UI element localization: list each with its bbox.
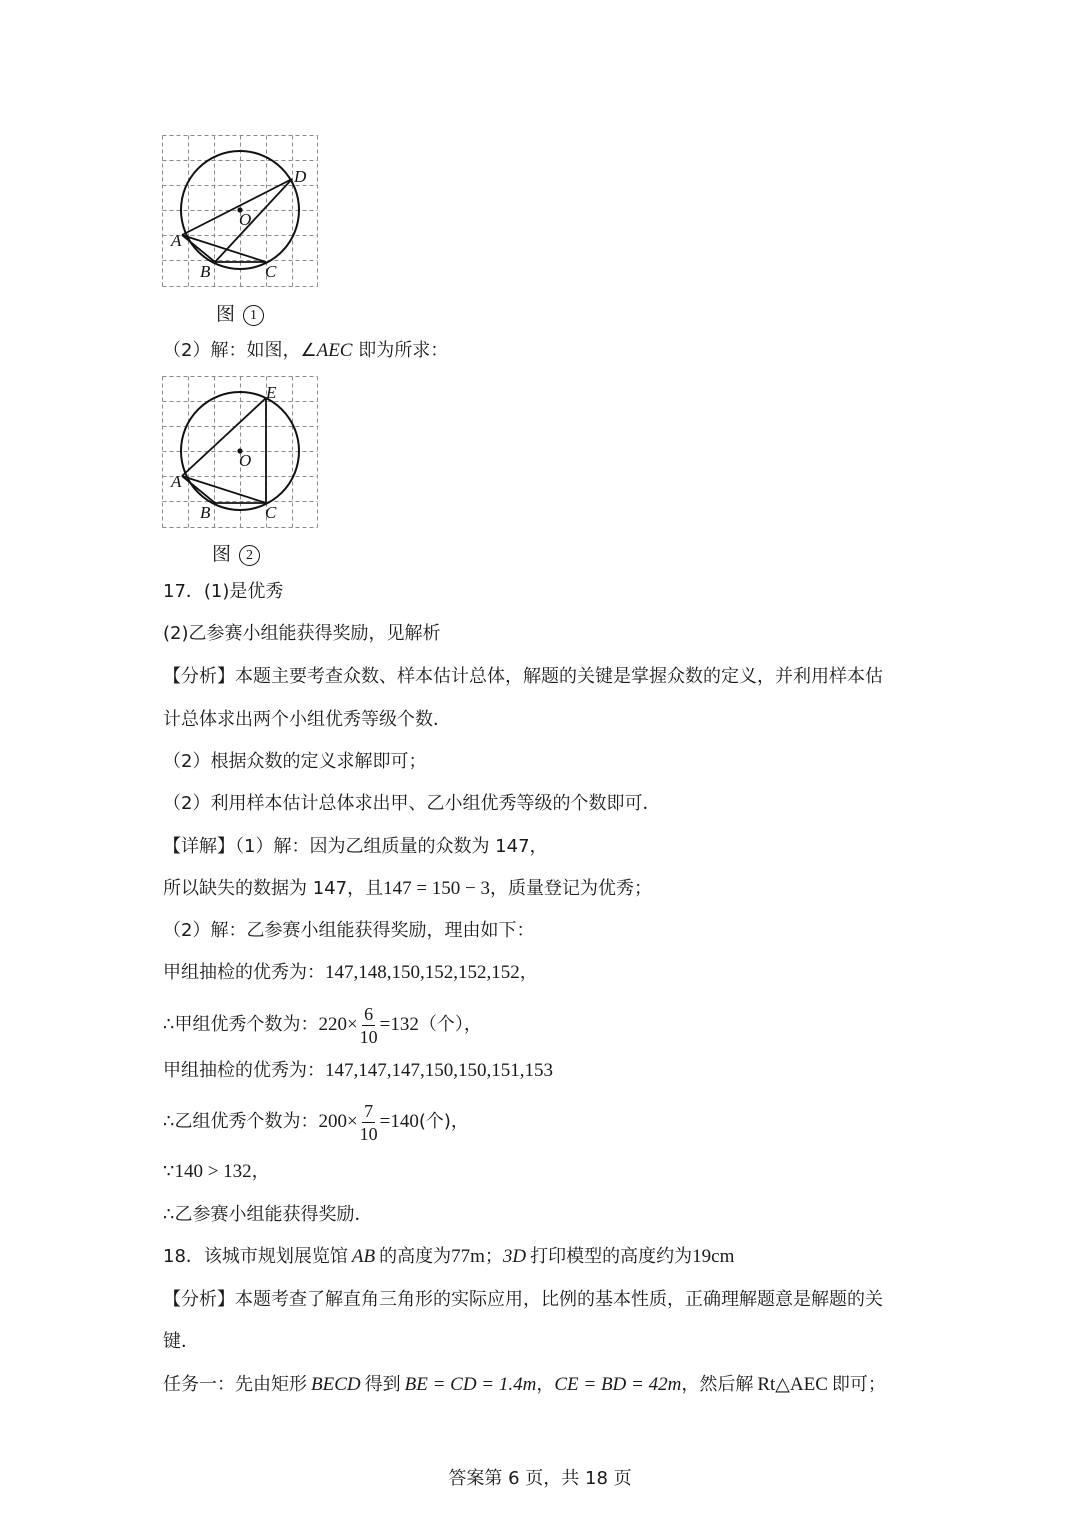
q17-yi-list: 甲组抽检的优秀为：147,147,147,150,150,151,153 <box>163 1060 553 1081</box>
q17-yi-count: ∴乙组优秀个数为：200× $\frac{7}{10}$ =140(个)， <box>163 1100 469 1144</box>
label-d: D <box>294 167 307 186</box>
label-o: O <box>239 451 252 470</box>
q17-jia-list: 甲组抽检的优秀为：147,148,150,152,152,152， <box>163 962 538 983</box>
label-a: A <box>171 231 182 250</box>
figure-1 <box>162 135 318 287</box>
q17-analysis-2: 计总体求出两个小组优秀等级个数． <box>163 709 451 730</box>
label-a: A <box>171 472 182 491</box>
q17-jia-count: ∴甲组优秀个数为：220× $\frac{6}{10}$ =132（个）， <box>163 1003 482 1047</box>
q17-compare: ∵140 > 132， <box>163 1161 270 1182</box>
q17-answer-1: 17．(1)是优秀 <box>163 581 284 602</box>
q18-task-1: 任务一：先由矩形 BECD 得到 BE = CD = 1.4m，CE = BD = 42m，然后解 Rt△AEC 即可； <box>163 1374 886 1395</box>
page-footer: 答案第 6 页，共 18 页 <box>448 1468 632 1489</box>
q18-analysis-2: 键． <box>163 1331 199 1352</box>
fraction: $\frac{6}{10}$ <box>359 1003 378 1047</box>
label-c: C <box>265 262 277 281</box>
label-b: B <box>200 503 211 522</box>
label-e: E <box>266 383 277 402</box>
caption-text: 图 <box>216 303 236 325</box>
circled-number: 1 <box>243 305 264 326</box>
q16-part2-line: （2）解：如图，∠AEC 即为所求： <box>163 340 449 361</box>
figure-1-caption <box>216 299 264 326</box>
q18-answer: 18．该城市规划展览馆 AB 的高度为77m；3D 打印模型的高度约为19cm <box>163 1246 735 1267</box>
q17-analysis-1: 【分析】本题主要考查众数、样本估计总体，解题的关键是掌握众数的定义，并利用样本估 <box>163 666 883 687</box>
q17-step-1: （2）根据众数的定义求解即可； <box>163 751 427 772</box>
figure-2 <box>162 376 318 528</box>
q17-detail-2: 所以缺失的数据为 147，且147 = 150 − 3，质量登记为优秀； <box>163 878 653 899</box>
q17-detail-3: （2）解：乙参赛小组能获得奖励，理由如下： <box>163 920 535 941</box>
caption-text: 图 <box>212 543 232 565</box>
circled-number: 2 <box>239 545 260 566</box>
q17-step-2: （2）利用样本估计总体求出甲、乙小组优秀等级的个数即可． <box>163 793 661 814</box>
q17-detail-1: 【详解】（1）解：因为乙组质量的众数为 147， <box>163 836 548 857</box>
label-o: O <box>239 210 252 229</box>
q18-analysis-1: 【分析】本题考查了解直角三角形的实际应用，比例的基本性质，正确理解题意是解题的关 <box>163 1289 883 1310</box>
label-c: C <box>265 503 277 522</box>
q17-conclusion: ∴乙参赛小组能获得奖励． <box>163 1204 373 1225</box>
label-b: B <box>200 262 211 281</box>
figure-1-lines <box>182 179 292 262</box>
fraction: $\frac{7}{10}$ <box>359 1100 378 1144</box>
figure-2-caption <box>212 539 260 566</box>
q17-answer-2: (2)乙参赛小组能获得奖励，见解析 <box>163 623 441 644</box>
